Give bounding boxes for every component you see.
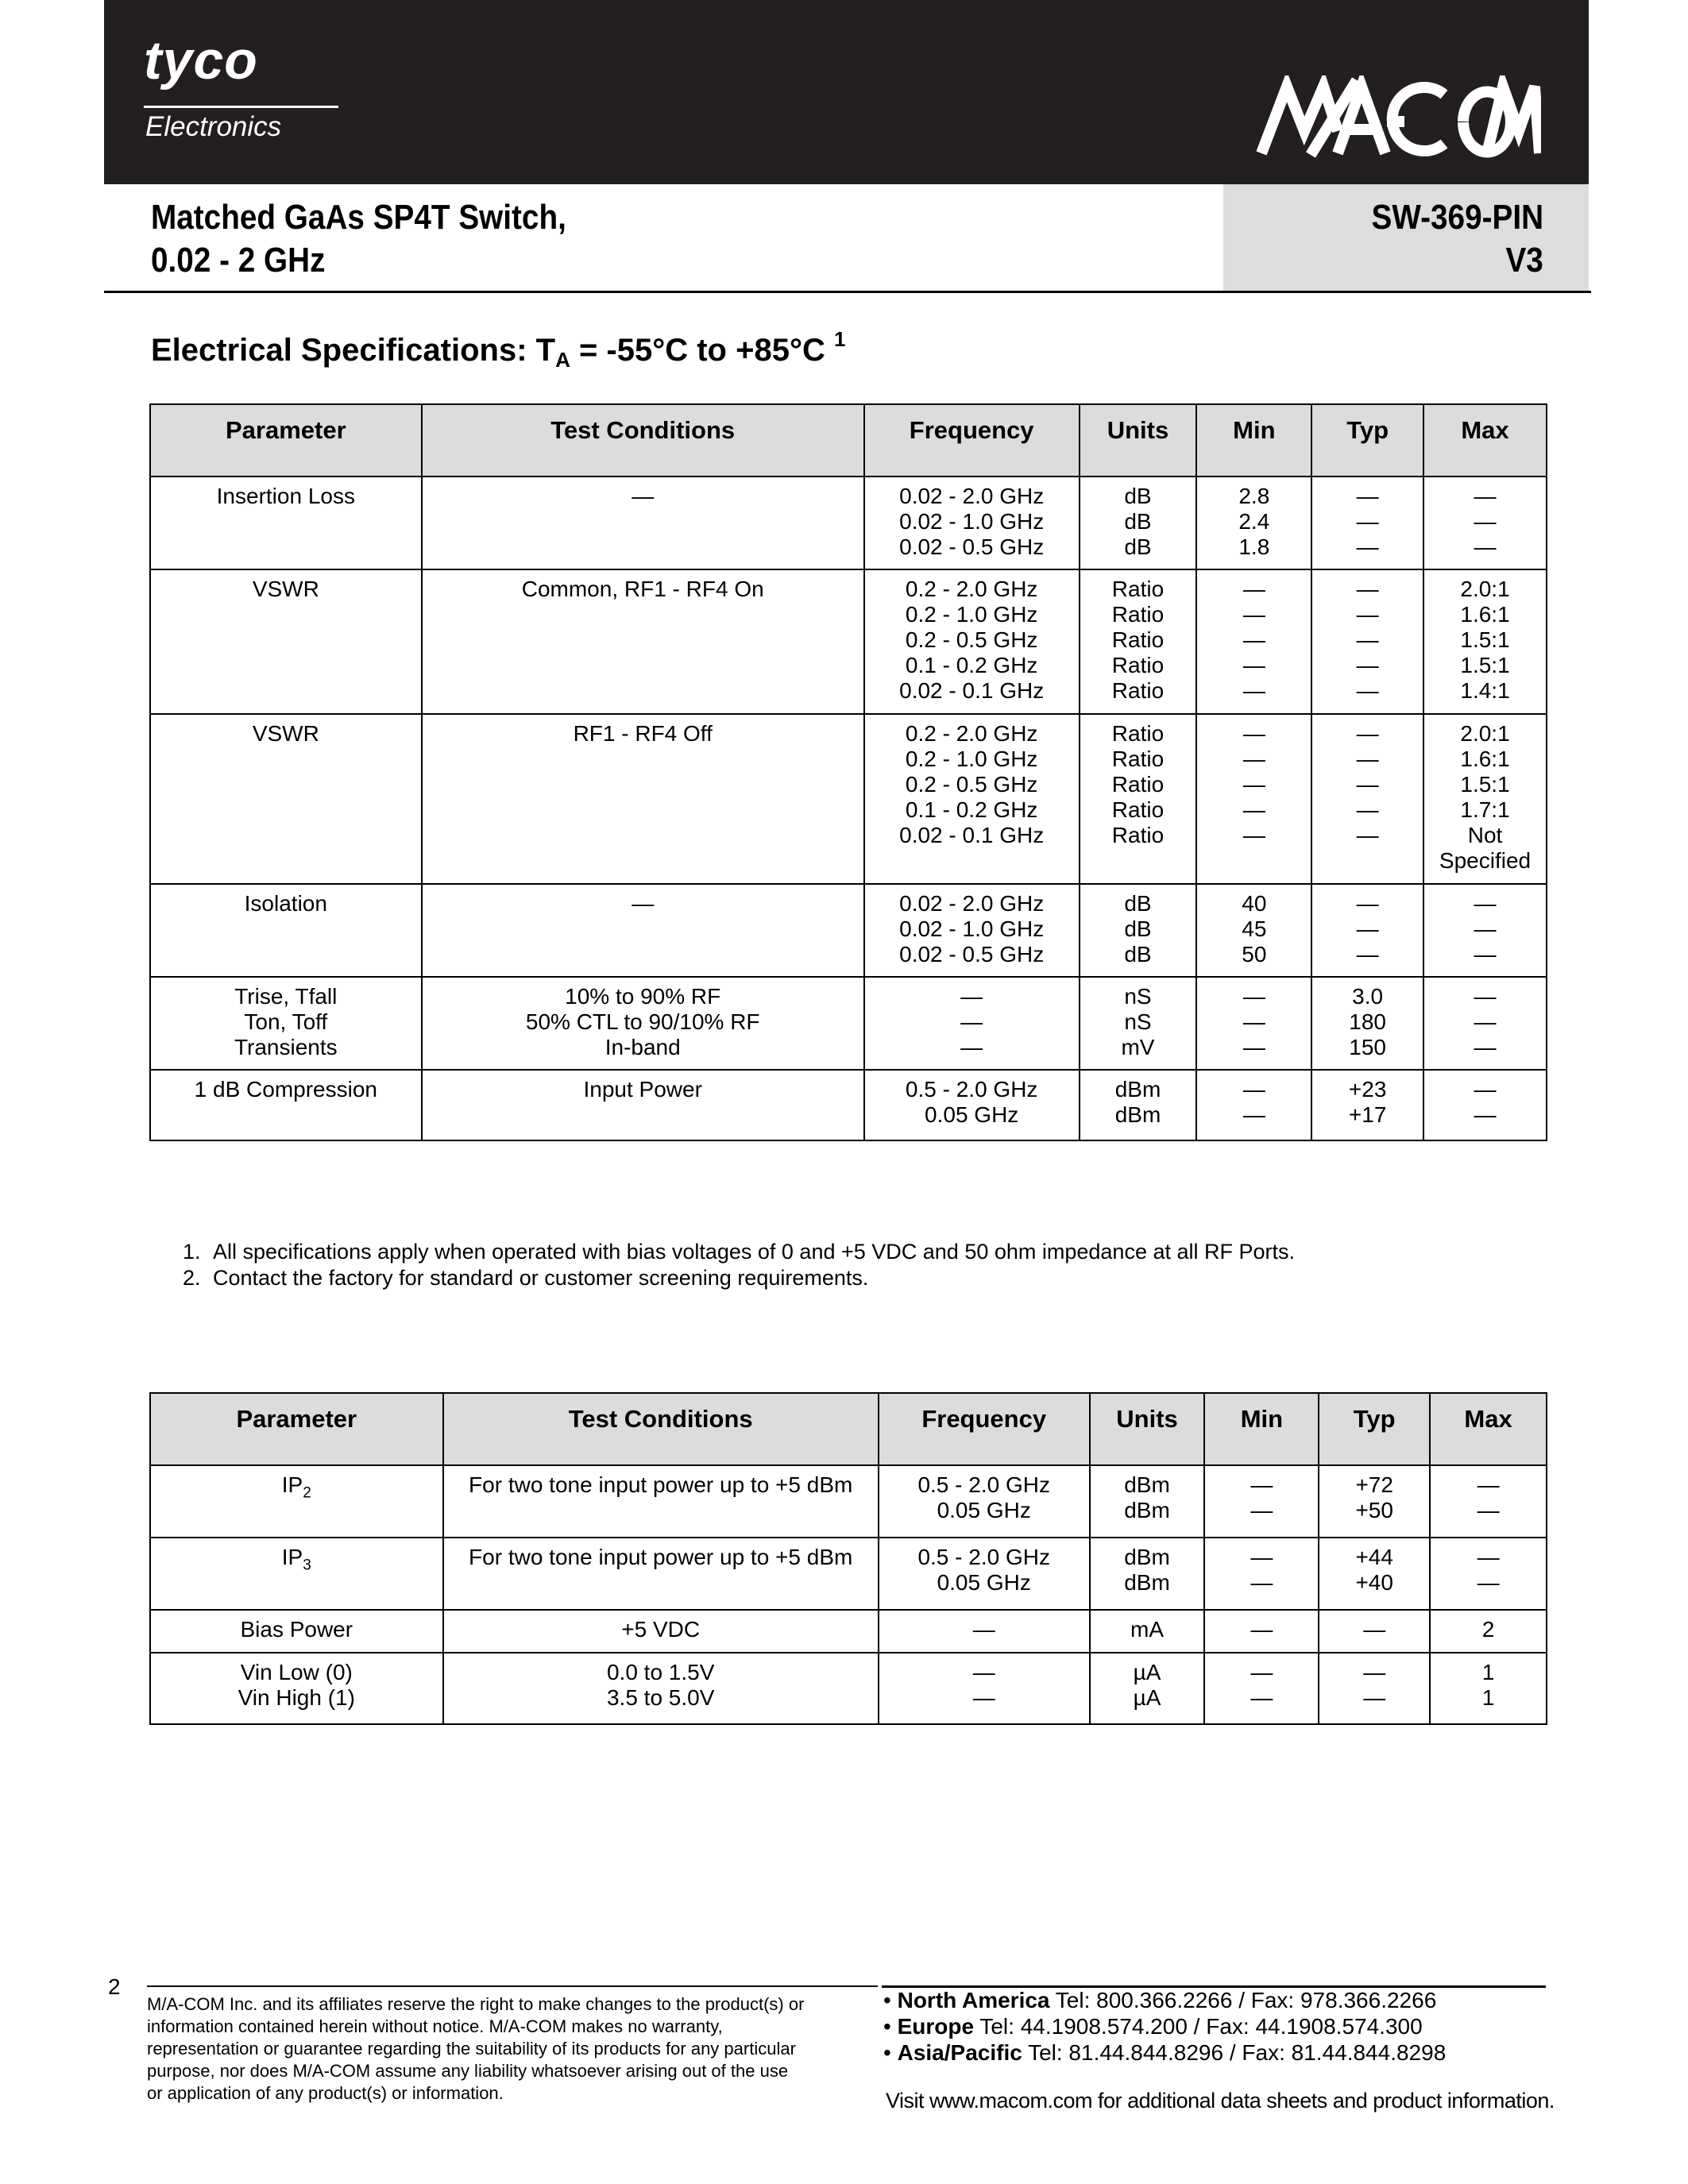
table-cell: — — (1319, 1653, 1430, 1724)
contact-asia-pacific: • Asia/Pacific Tel: 81.44.844.8296 / Fax: 81.44.844.8298 (883, 2040, 1447, 2065)
table-row (150, 714, 1547, 884)
table-cell: — — — (1196, 977, 1311, 1070)
column-header: Frequency (864, 404, 1080, 477)
table-row (150, 1465, 1547, 1538)
contact-europe: • Europe Tel: 44.1908.574.200 / Fax: 44.1908.574.300 (883, 2014, 1423, 2039)
product-title-line2: 0.02 - 2 GHz (151, 241, 326, 280)
table-row (150, 569, 1547, 714)
table-cell: — — — — — (1311, 714, 1423, 884)
table-cell: 0.5 - 2.0 GHz 0.05 GHz (879, 1465, 1090, 1538)
column-header: Max (1430, 1393, 1547, 1465)
table-cell: — — (879, 1653, 1090, 1724)
website-link[interactable]: Visit www.macom.com for additional data sheets and product information. (886, 2089, 1555, 2113)
title-divider (104, 291, 1591, 293)
table-cell: — — — — — (1196, 569, 1311, 714)
footnote: 1. All specifications apply when operated with bias voltages of 0 and +5 VDC and 50 ohm impedance at all RF Ports. (183, 1240, 1296, 1264)
page-number: 2 (108, 1974, 121, 1999)
table-cell: — — (1430, 1538, 1547, 1610)
table-cell: +72 +50 (1319, 1465, 1430, 1538)
table-cell: — — (1204, 1653, 1319, 1724)
table-cell: +5 VDC (443, 1610, 879, 1653)
table-cell: Trise, Tfall Ton, Toff Transients (150, 977, 422, 1070)
table-cell: 0.2 - 2.0 GHz 0.2 - 1.0 GHz 0.2 - 0.5 GHz 0.1 - 0.2 GHz 0.02 - 0.1 GHz (864, 569, 1080, 714)
table-cell: — (1319, 1610, 1430, 1653)
part-number: SW-369-PIN (1371, 198, 1543, 237)
table-cell: 2.8 2.4 1.8 (1196, 477, 1311, 569)
column-header: Typ (1319, 1393, 1430, 1465)
table-cell: — (1204, 1610, 1319, 1653)
table-cell: 2 (1430, 1610, 1547, 1653)
section-heading: Electrical Specifications: $T_A = -55^\circ C$ to +85°C $^1$ (151, 327, 846, 372)
table-cell: VSWR (150, 714, 422, 884)
table-cell: $IP_3$ (150, 1538, 443, 1610)
table-cell: 0.02 - 2.0 GHz 0.02 - 1.0 GHz 0.02 - 0.5 GHz (864, 884, 1080, 977)
footnote: 2. Contact the factory for standard or customer screening requirements. (183, 1266, 869, 1290)
table-row (150, 1610, 1547, 1653)
table-cell: — — — (1423, 884, 1547, 977)
tyco-logo-subtitle: Electronics (145, 111, 282, 142)
table-row (150, 477, 1547, 569)
table-cell: 2.0:1 1.6:1 1.5:1 1.7:1 Not Specified (1423, 714, 1547, 884)
table-cell: — (879, 1610, 1090, 1653)
legal-disclaimer: M/A-COM Inc. and its affiliates reserve the right to make changes to the product(s) or information contained herein without notice. M/A-COM makes no warranty, representation or guarantee regarding the suitability of its products for any particular purpose, nor does M/A-COM assume any liability whatsoever arising out of the use or application of any product(s) or information. (147, 1994, 805, 2103)
table-row (150, 1653, 1547, 1724)
table-cell: dB dB dB (1080, 477, 1197, 569)
footer-divider-left (147, 1985, 878, 1987)
electrical-specs-table (149, 403, 1547, 1141)
table-header-row (150, 404, 1547, 477)
table-cell: Ratio Ratio Ratio Ratio Ratio (1080, 569, 1197, 714)
table-row (150, 977, 1547, 1070)
table-cell: 2.0:1 1.6:1 1.5:1 1.5:1 1.4:1 (1423, 569, 1547, 714)
additional-specs-table (149, 1392, 1547, 1725)
table-cell: For two tone input power up to +5 dBm (443, 1465, 879, 1538)
table-cell: Isolation (150, 884, 422, 977)
table-cell: 1 dB Compression (150, 1070, 422, 1140)
table-cell: Input Power (422, 1070, 864, 1140)
header-banner (104, 0, 1589, 184)
table-cell: — — (1204, 1465, 1319, 1538)
table-cell: 3.0 180 150 (1311, 977, 1423, 1070)
table-cell: — — — — — (1311, 569, 1423, 714)
table-cell: +23 +17 (1311, 1070, 1423, 1140)
table-cell: mA (1090, 1610, 1205, 1653)
column-header: Parameter (150, 1393, 443, 1465)
column-header: Test Conditions (443, 1393, 879, 1465)
table-cell: Insertion Loss (150, 477, 422, 569)
table-cell: Common, RF1 - RF4 On (422, 569, 864, 714)
table-cell: 0.02 - 2.0 GHz 0.02 - 1.0 GHz 0.02 - 0.5 GHz (864, 477, 1080, 569)
table-cell: — — (1423, 1070, 1547, 1140)
contact-list (883, 1987, 1446, 2066)
column-header: Units (1090, 1393, 1205, 1465)
table-cell: — — — (1311, 884, 1423, 977)
table-cell: +44 +40 (1319, 1538, 1430, 1610)
table-cell: 0.0 to 1.5V 3.5 to 5.0V (443, 1653, 879, 1724)
table-row (150, 884, 1547, 977)
table-cell: Vin Low (0) Vin High (1) (150, 1653, 443, 1724)
table-cell: — (422, 477, 864, 569)
table-cell: dBm dBm (1080, 1070, 1197, 1140)
table-cell: VSWR (150, 569, 422, 714)
column-header: Units (1080, 404, 1197, 477)
table-cell: µA µA (1090, 1653, 1205, 1724)
table-row (150, 1538, 1547, 1610)
table-cell: — — — — — (1196, 714, 1311, 884)
table-row (150, 1070, 1547, 1140)
column-header: Max (1423, 404, 1547, 477)
macom-logo (1255, 75, 1541, 159)
table-cell: 0.5 - 2.0 GHz 0.05 GHz (879, 1538, 1090, 1610)
table-cell: 0.5 - 2.0 GHz 0.05 GHz (864, 1070, 1080, 1140)
column-header: Frequency (879, 1393, 1090, 1465)
table-cell: — — (1204, 1538, 1319, 1610)
table-cell: — — — (864, 977, 1080, 1070)
table-cell: RF1 - RF4 Off (422, 714, 864, 884)
table-cell: 0.2 - 2.0 GHz 0.2 - 1.0 GHz 0.2 - 0.5 GHz 0.1 - 0.2 GHz 0.02 - 0.1 GHz (864, 714, 1080, 884)
column-header: Min (1196, 404, 1311, 477)
table-cell: $IP_2$ (150, 1465, 443, 1538)
table-cell: — — — (1423, 977, 1547, 1070)
product-title-line1: Matched GaAs SP4T Switch, (151, 198, 566, 237)
table-cell: Bias Power (150, 1610, 443, 1653)
table-cell: — — (1196, 1070, 1311, 1140)
table-cell: nS nS mV (1080, 977, 1197, 1070)
table-cell: 1 1 (1430, 1653, 1547, 1724)
table-cell: For two tone input power up to +5 dBm (443, 1538, 879, 1610)
version: V3 (1505, 241, 1543, 280)
table-header-row (150, 1393, 1547, 1465)
tyco-logo: tyco (144, 30, 258, 91)
column-header: Min (1204, 1393, 1319, 1465)
tyco-logo-rule (144, 106, 338, 108)
footnotes (183, 1239, 1295, 1291)
column-header: Typ (1311, 404, 1423, 477)
column-header: Parameter (150, 404, 422, 477)
table-cell: — — — (1423, 477, 1547, 569)
column-header: Test Conditions (422, 404, 864, 477)
table-cell: Ratio Ratio Ratio Ratio Ratio (1080, 714, 1197, 884)
contact-north-america: • North America Tel: 800.366.2266 / Fax: 978.366.2266 (883, 1988, 1437, 2012)
table-cell: — (422, 884, 864, 977)
table-cell: dBm dBm (1090, 1538, 1205, 1610)
table-cell: — — (1430, 1465, 1547, 1538)
table-cell: 40 45 50 (1196, 884, 1311, 977)
table-cell: dB dB dB (1080, 884, 1197, 977)
table-cell: 10% to 90% RF 50% CTL to 90/10% RF In-band (422, 977, 864, 1070)
table-cell: — — — (1311, 477, 1423, 569)
table-cell: dBm dBm (1090, 1465, 1205, 1538)
